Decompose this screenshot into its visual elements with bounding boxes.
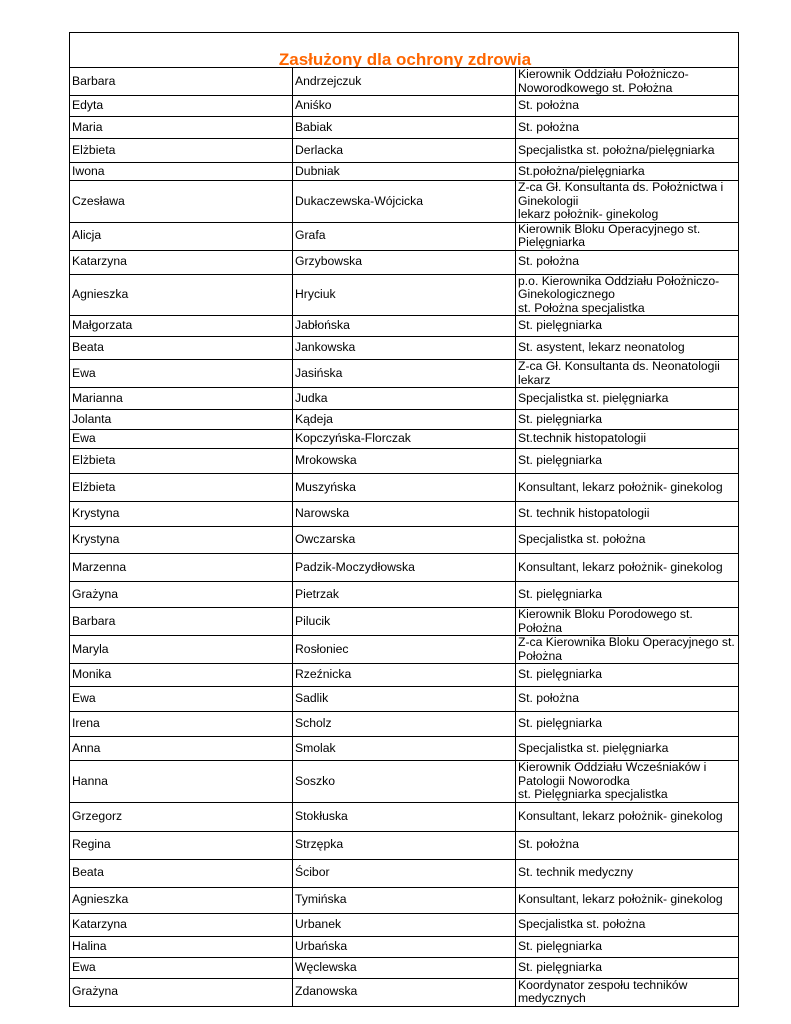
role-line: St. położna: [518, 98, 579, 113]
role-cell: [516, 957, 739, 978]
last-name-cell: Hryciuk: [293, 274, 516, 316]
role-line: Kierownik Bloku Operacyjnego st. Pielęgniarka: [518, 222, 701, 249]
role-line: Specjalistka st. pielęgniarka: [518, 740, 669, 755]
role-cell: [516, 913, 739, 936]
role-line: Konsultant, lekarz położnik- ginekolog: [518, 559, 723, 574]
last-name-cell: Urbańska: [293, 936, 516, 957]
first-name-cell: Hanna: [70, 761, 293, 803]
role-line: Konsultant, lekarz położnik- ginekolog: [518, 892, 723, 907]
role-cell: [516, 139, 739, 163]
table-row: [70, 474, 739, 502]
role-cell: [516, 96, 739, 117]
role-line: Z-ca Gł. Konsultanta ds. Położnictwa i Ginekologii: [518, 180, 724, 208]
last-name-cell: Padzik-Moczydłowska: [293, 554, 516, 582]
role-cell: [516, 582, 739, 608]
first-name-cell: Ewa: [70, 360, 293, 388]
role-line: St. pielęgniarka: [518, 716, 603, 731]
first-name-cell: Czesława: [70, 181, 293, 223]
last-name-cell: Jabłońska: [293, 316, 516, 337]
first-name-cell: Grażyna: [70, 978, 293, 1006]
role-cell: [516, 527, 739, 554]
table-row: [70, 163, 739, 181]
last-name-cell: Tymińska: [293, 887, 516, 913]
role-line: Kierownik Oddziału Wcześniaków i Patologii Noworodka: [518, 760, 707, 788]
first-name-cell: Jolanta: [70, 410, 293, 430]
first-name-cell: Edyta: [70, 96, 293, 117]
table-row: [70, 859, 739, 887]
first-name-cell: Ewa: [70, 957, 293, 978]
last-name-cell: Mrokowska: [293, 449, 516, 474]
role-line: Koordynator zespołu techników medycznych: [518, 978, 688, 1005]
page-title: Zasłużony dla ochrony zdrowia: [70, 33, 739, 68]
table-row: [70, 139, 739, 163]
role-cell: [516, 430, 739, 449]
role-line: St. pielęgniarka: [518, 938, 603, 953]
role-line: Z-ca Gł. Konsultanta ds. Neonatologii lekarz: [518, 359, 720, 387]
table-row: [70, 687, 739, 712]
role-line: St. pielęgniarka: [518, 959, 603, 974]
role-line: Kierownik Oddziału Położniczo-Noworodkowego st. Położna: [518, 67, 689, 95]
role-cell: [516, 449, 739, 474]
role-cell: [516, 250, 739, 274]
table-row: [70, 527, 739, 554]
role-line: St. położna: [518, 837, 579, 852]
role-cell: [516, 802, 739, 831]
first-name-cell: Beata: [70, 859, 293, 887]
first-name-cell: Irena: [70, 712, 293, 737]
last-name-cell: Scholz: [293, 712, 516, 737]
role-cell: [516, 181, 739, 223]
first-name-cell: Alicja: [70, 222, 293, 250]
table-row: [70, 502, 739, 527]
role-cell: [516, 388, 739, 410]
role-line: Specjalistka st. pielęgniarka: [518, 390, 669, 405]
table-row: [70, 802, 739, 831]
last-name-cell: Aniśko: [293, 96, 516, 117]
first-name-cell: Elżbieta: [70, 474, 293, 502]
role-cell: [516, 887, 739, 913]
role-cell: [516, 636, 739, 664]
role-line: p.o. Kierownika Oddziału Położniczo-Ginekologicznego: [518, 274, 720, 301]
table-row: [70, 316, 739, 337]
table-row: [70, 664, 739, 687]
first-name-cell: Agnieszka: [70, 887, 293, 913]
role-cell: [516, 474, 739, 502]
table-row: [70, 68, 739, 96]
first-name-cell: Ewa: [70, 430, 293, 449]
role-cell: [516, 274, 739, 316]
last-name-cell: Kądeja: [293, 410, 516, 430]
table-row: [70, 96, 739, 117]
role-cell: [516, 712, 739, 737]
role-line: St. technik medyczny: [518, 865, 634, 880]
first-name-cell: Monika: [70, 664, 293, 687]
last-name-cell: Kopczyńska-Florczak: [293, 430, 516, 449]
role-line: St. położna: [518, 119, 579, 134]
last-name-cell: Judka: [293, 388, 516, 410]
first-name-cell: Elżbieta: [70, 139, 293, 163]
title-row: [70, 33, 739, 68]
last-name-cell: Smolak: [293, 737, 516, 761]
role-line: St. pielęgniarka: [518, 318, 603, 333]
last-name-cell: Urbanek: [293, 913, 516, 936]
table-row: [70, 582, 739, 608]
last-name-cell: Ścibor: [293, 859, 516, 887]
last-name-cell: Andrzejczuk: [293, 68, 516, 96]
role-line: St. położna: [518, 691, 579, 706]
role-cell: [516, 761, 739, 803]
role-cell: [516, 831, 739, 859]
role-line: Konsultant, lekarz położnik- ginekolog: [518, 808, 723, 823]
role-line: St. pielęgniarka: [518, 453, 603, 468]
role-line: Kierownik Bloku Porodowego st. Położna: [518, 607, 693, 635]
role-line: St. pielęgniarka: [518, 667, 603, 682]
table-row: [70, 360, 739, 388]
last-name-cell: Jankowska: [293, 337, 516, 360]
role-line: Konsultant, lekarz położnik- ginekolog: [518, 479, 723, 494]
role-line: St. technik histopatologii: [518, 506, 650, 521]
role-line: st. Pielęgniarka specjalistka: [518, 787, 668, 801]
last-name-cell: Stokłuska: [293, 802, 516, 831]
role-cell: [516, 936, 739, 957]
role-line: St. położna: [518, 254, 579, 269]
first-name-cell: Grażyna: [70, 582, 293, 608]
role-cell: [516, 163, 739, 181]
role-line: St. pielęgniarka: [518, 586, 603, 601]
table-row: [70, 410, 739, 430]
first-name-cell: Iwona: [70, 163, 293, 181]
role-cell: [516, 337, 739, 360]
role-line: St. asystent, lekarz neonatolog: [518, 340, 685, 355]
last-name-cell: Strzępka: [293, 831, 516, 859]
first-name-cell: Katarzyna: [70, 250, 293, 274]
role-cell: [516, 502, 739, 527]
last-name-cell: Pilucik: [293, 608, 516, 636]
last-name-cell: Owczarska: [293, 527, 516, 554]
table-row: [70, 117, 739, 139]
role-cell: [516, 608, 739, 636]
role-line: st. Położna specjalistka: [518, 300, 645, 315]
first-name-cell: Halina: [70, 936, 293, 957]
first-name-cell: Ewa: [70, 687, 293, 712]
last-name-cell: Grzybowska: [293, 250, 516, 274]
table-row: [70, 913, 739, 936]
last-name-cell: Pietrzak: [293, 582, 516, 608]
table-row: [70, 449, 739, 474]
first-name-cell: Grzegorz: [70, 802, 293, 831]
table-row: [70, 936, 739, 957]
role-line: St.położna/pielęgniarka: [518, 163, 645, 178]
table-row: [70, 337, 739, 360]
last-name-cell: Soszko: [293, 761, 516, 803]
role-cell: [516, 316, 739, 337]
table-row: [70, 181, 739, 223]
first-name-cell: Małgorzata: [70, 316, 293, 337]
role-line: Z-ca Kierownika Bloku Operacyjnego st. Położna: [518, 635, 735, 663]
table-row: [70, 250, 739, 274]
role-cell: [516, 360, 739, 388]
role-cell: [516, 978, 739, 1006]
table-row: [70, 554, 739, 582]
first-name-cell: Maria: [70, 117, 293, 139]
first-name-cell: Krystyna: [70, 502, 293, 527]
last-name-cell: Dukaczewska-Wójcicka: [293, 181, 516, 223]
last-name-cell: Dubniak: [293, 163, 516, 181]
role-cell: [516, 554, 739, 582]
role-cell: [516, 737, 739, 761]
role-line: Specjalistka st. położna/pielęgniarka: [518, 142, 715, 157]
first-name-cell: Barbara: [70, 608, 293, 636]
first-name-cell: Barbara: [70, 68, 293, 96]
first-name-cell: Agnieszka: [70, 274, 293, 316]
last-name-cell: Narowska: [293, 502, 516, 527]
first-name-cell: Beata: [70, 337, 293, 360]
first-name-cell: Krystyna: [70, 527, 293, 554]
last-name-cell: Zdanowska: [293, 978, 516, 1006]
role-cell: [516, 68, 739, 96]
table-row: [70, 887, 739, 913]
role-line: St.technik histopatologii: [518, 431, 647, 446]
role-line: lekarz położnik- ginekolog: [518, 207, 659, 221]
last-name-cell: Węclewska: [293, 957, 516, 978]
table-row: [70, 737, 739, 761]
table-row: [70, 388, 739, 410]
last-name-cell: Muszyńska: [293, 474, 516, 502]
table-row: [70, 430, 739, 449]
first-name-cell: Regina: [70, 831, 293, 859]
last-name-cell: Jasińska: [293, 360, 516, 388]
first-name-cell: Maryla: [70, 636, 293, 664]
award-table: [69, 32, 739, 1007]
last-name-cell: Rosłoniec: [293, 636, 516, 664]
table-row: [70, 831, 739, 859]
table-row: [70, 222, 739, 250]
table-row: [70, 978, 739, 1006]
table-row: [70, 957, 739, 978]
role-line: St. pielęgniarka: [518, 411, 603, 426]
table-row: [70, 712, 739, 737]
role-cell: [516, 222, 739, 250]
table-body: [70, 33, 739, 1007]
role-cell: [516, 664, 739, 687]
table-row: [70, 761, 739, 803]
first-name-cell: Marzenna: [70, 554, 293, 582]
table-row: [70, 608, 739, 636]
role-cell: [516, 410, 739, 430]
role-line: Specjalistka st. położna: [518, 532, 646, 547]
last-name-cell: Babiak: [293, 117, 516, 139]
role-cell: [516, 859, 739, 887]
first-name-cell: Anna: [70, 737, 293, 761]
role-line: Specjalistka st. położna: [518, 916, 646, 931]
last-name-cell: Sadlik: [293, 687, 516, 712]
table-row: [70, 636, 739, 664]
first-name-cell: Katarzyna: [70, 913, 293, 936]
last-name-cell: Derlacka: [293, 139, 516, 163]
role-cell: [516, 117, 739, 139]
first-name-cell: Marianna: [70, 388, 293, 410]
table-row: [70, 274, 739, 316]
last-name-cell: Grafa: [293, 222, 516, 250]
last-name-cell: Rzeźnicka: [293, 664, 516, 687]
role-cell: [516, 687, 739, 712]
first-name-cell: Elżbieta: [70, 449, 293, 474]
